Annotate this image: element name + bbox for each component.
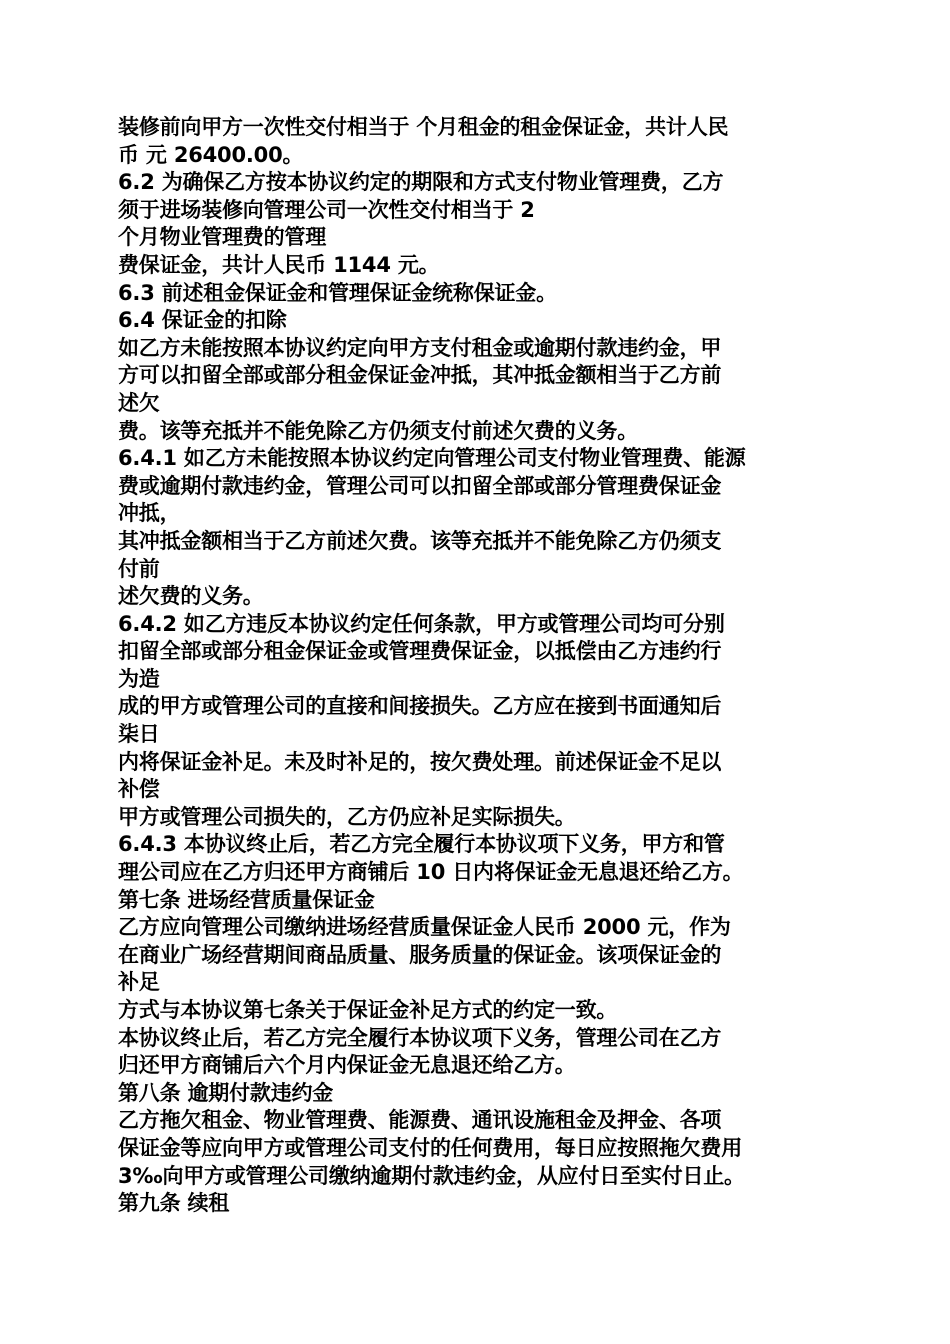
text-line: 费。该等充抵并不能免除乙方仍须支付前述欠费的义务。 xyxy=(118,418,638,443)
text-line: 柒日 xyxy=(118,722,160,747)
text-line: 归还甲方商铺后六个月内保证金无息退还给乙方。 xyxy=(118,1053,576,1078)
text-line: 为造 xyxy=(118,666,160,691)
text-line: 在商业广场经营期间商品质量、服务质量的保证金。该项保证金的 xyxy=(118,942,722,967)
text-line: 乙方拖欠租金、物业管理费、能源费、通讯设施租金及押金、各项 xyxy=(118,1108,722,1133)
text-line: 理公司应在乙方归还甲方商铺后 10 日内将保证金无息退还给乙方。 xyxy=(118,860,744,885)
text-line: 6.4.2 如乙方违反本协议约定任何条款，甲方或管理公司均可分别 xyxy=(118,611,725,636)
text-line: 述欠费的义务。 xyxy=(118,584,264,609)
text-line: 6.4 保证金的扣除 xyxy=(118,308,287,333)
text-line: 第七条 进场经营质量保证金 xyxy=(118,887,375,912)
text-line: 成的甲方或管理公司的直接和间接损失。乙方应在接到书面通知后 xyxy=(118,694,722,719)
text-line: 6.4.3 本协议终止后，若乙方完全履行本协议项下义务，甲方和管 xyxy=(118,832,725,857)
text-line: 6.3 前述租金保证金和管理保证金统称保证金。 xyxy=(118,280,557,305)
text-line: 第八条 逾期付款违约金 xyxy=(118,1080,334,1105)
text-line: 补足 xyxy=(118,970,160,995)
text-line: 6.2 为确保乙方按本协议约定的期限和方式支付物业管理费，乙方 xyxy=(118,170,724,195)
text-line: 内将保证金补足。未及时补足的，按欠费处理。前述保证金不足以 xyxy=(118,749,722,774)
text-line: 3‰向甲方或管理公司缴纳逾期付款违约金，从应付日至实付日止。 xyxy=(118,1163,745,1188)
text-line: 费或逾期付款违约金，管理公司可以扣留全部或部分管理费保证金 xyxy=(118,473,722,498)
text-line: 保证金等应向甲方或管理公司支付的任何费用，每日应按照拖欠费用 xyxy=(118,1135,742,1160)
text-line: 方可以扣留全部或部分租金保证金冲抵，其冲抵金额相当于乙方前 xyxy=(118,363,722,388)
text-line: 6.4.1 如乙方未能按照本协议约定向管理公司支付物业管理费、能源 xyxy=(118,446,746,471)
text-line: 其冲抵金额相当于乙方前述欠费。该等充抵并不能免除乙方仍须支 xyxy=(118,528,722,553)
text-line: 扣留全部或部分租金保证金或管理费保证金，以抵偿由乙方违约行 xyxy=(118,639,722,664)
text-line: 述欠 xyxy=(118,390,160,415)
text-line: 须于进场装修向管理公司一次性交付相当于 2 xyxy=(118,197,535,222)
document-body xyxy=(118,114,838,1218)
text-line: 装修前向甲方一次性交付相当于 个月租金的租金保证金，共计人民 xyxy=(118,115,729,139)
text-line: 个月物业管理费的管理 xyxy=(118,225,326,250)
text-line: 补偿 xyxy=(118,777,160,802)
text-line: 付前 xyxy=(118,556,160,581)
text-line: 乙方应向管理公司缴纳进场经营质量保证金人民币 2000 元，作为 xyxy=(118,915,731,940)
text-line: 如乙方未能按照本协议约定向甲方支付租金或逾期付款违约金，甲 xyxy=(118,335,722,360)
text-line: 冲抵， xyxy=(118,501,181,526)
text-line: 本协议终止后，若乙方完全履行本协议项下义务，管理公司在乙方 xyxy=(118,1025,722,1050)
text-line: 币 元 26400.00。 xyxy=(118,142,304,167)
text-line: 方式与本协议第七条关于保证金补足方式的约定一致。 xyxy=(118,998,618,1022)
text-line: 第九条 续租 xyxy=(118,1191,230,1216)
text-line: 费保证金，共计人民币 1144 元。 xyxy=(118,252,440,277)
text-line: 甲方或管理公司损失的，乙方仍应补足实际损失。 xyxy=(118,804,576,829)
